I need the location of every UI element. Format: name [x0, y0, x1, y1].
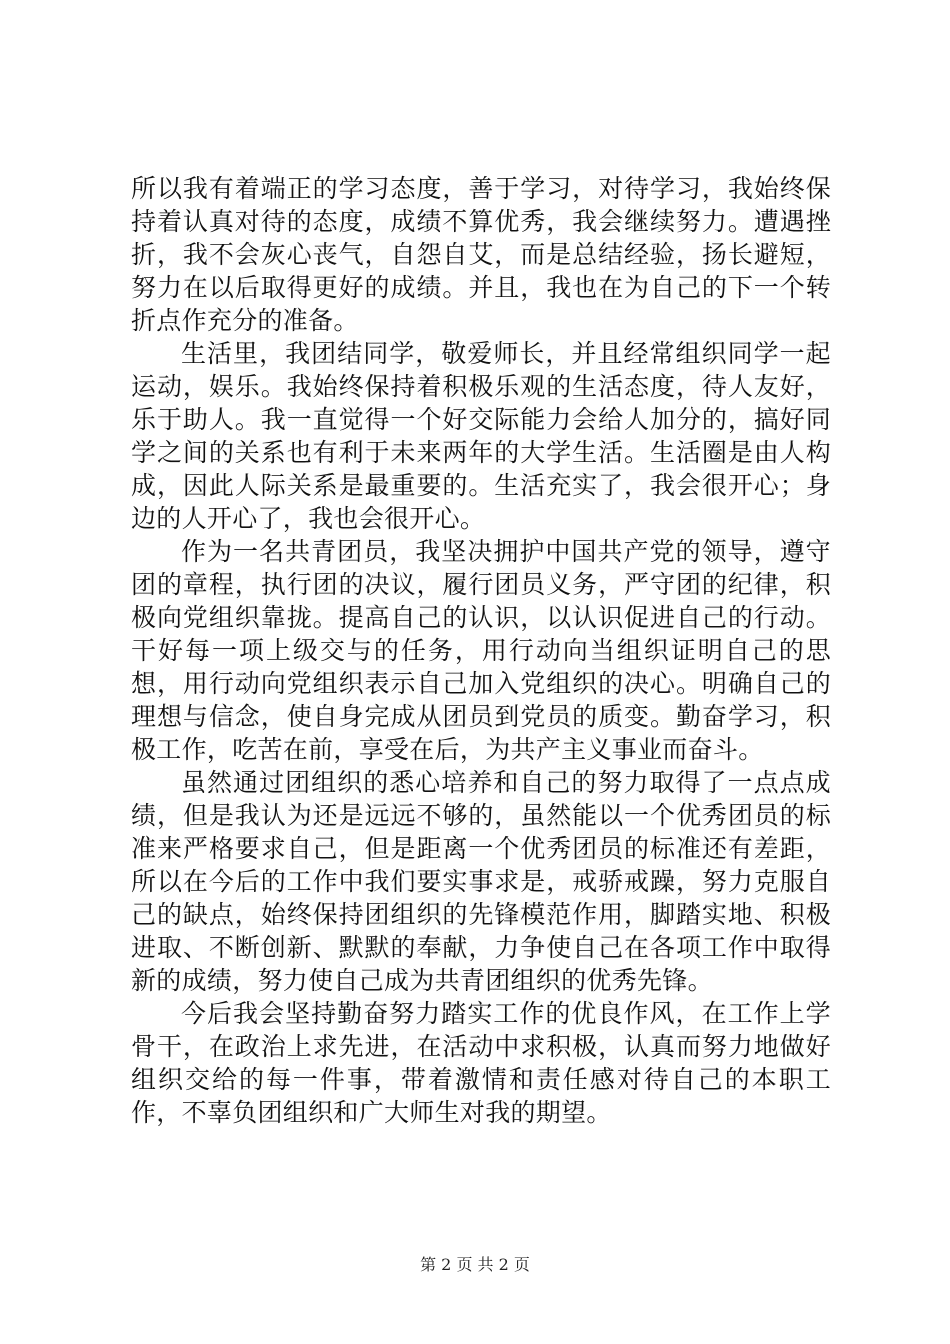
document-body [131, 172, 831, 1129]
paragraph-4: 虽然通过团组织的悉心培养和自己的努力取得了一点点成绩，但是我认为还是远远不够的，虽然能以一个优秀团员的标准来严格要求自己，但是距离一个优秀团员的标准还有差距，所以在今后的工作中我们要实事求是，戒骄戒躁，努力克服自己的缺点，始终保持团组织的先锋模范作用，脚踏实地、积极进取、不断创新、默默的奉献，力争使自己在各项工作中取得新的成绩，努力使自己成为共青团组织的优秀先锋。 [131, 768, 831, 995]
page-number-footer: 第 2 页 共 2 页 [420, 1255, 530, 1274]
paragraph-3: 作为一名共青团员，我坚决拥护中国共产党的领导，遵守团的章程，执行团的决议，履行团员义务，严守团的纪律，积极向党组织靠拢。提高自己的认识，以认识促进自己的行动。干好每一项上级交与的任务，用行动向当组织证明自己的思想，用行动向党组织表示自己加入党组织的决心。明确自己的理想与信念，使自身完成从团员到党员的质变。勤奋学习，积极工作，吃苦在前，享受在后，为共产主义事业而奋斗。 [131, 537, 831, 764]
paragraph-1: 所以我有着端正的学习态度，善于学习，对待学习，我始终保持着认真对待的态度，成绩不算优秀，我会继续努力。遭遇挫折，我不会灰心丧气，自怨自艾，而是总结经验，扬长避短，努力在以后取得更好的成绩。并且，我也在为自己的下一个转折点作充分的准备。 [131, 174, 831, 335]
paragraph-2: 生活里，我团结同学，敬爱师长，并且经常组织同学一起运动，娱乐。我始终保持着积极乐观的生活态度，待人友好，乐于助人。我一直觉得一个好交际能力会给人加分的，搞好同学之间的关系也有利于未来两年的大学生活。生活圈是由人构成，因此人际关系是最重要的。生活充实了，我会很开心；身边的人开心了，我也会很开心。 [131, 339, 831, 533]
paragraph-5: 今后我会坚持勤奋努力踏实工作的优良作风，在工作上学骨干，在政治上求先进，在活动中求积极，认真而努力地做好组织交给的每一件事，带着激情和责任感对待自己的本职工作，不辜负团组织和广大师生对我的期望。 [131, 999, 831, 1127]
